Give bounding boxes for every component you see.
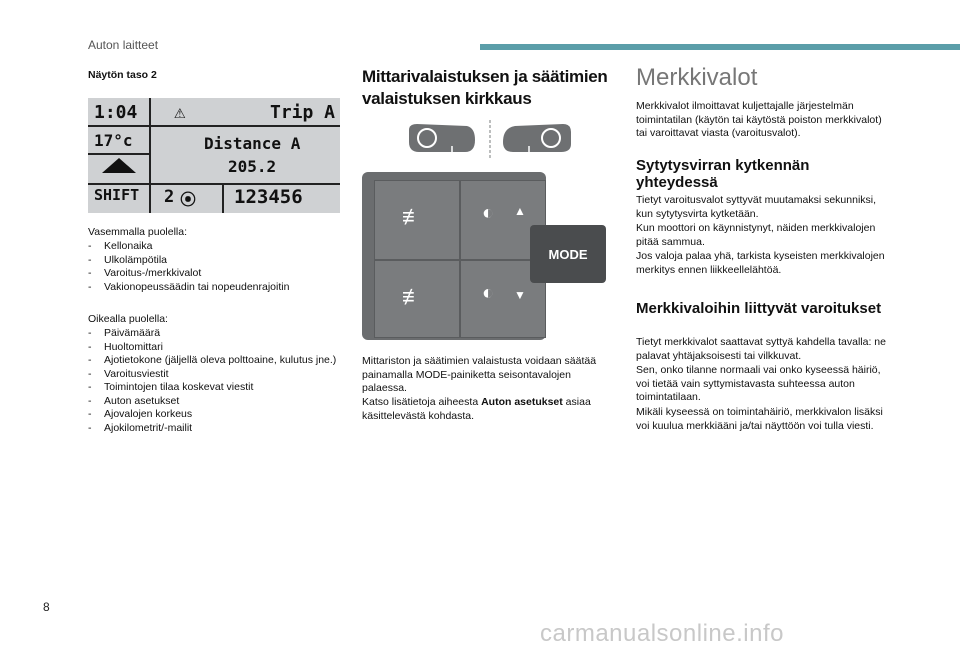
- list-item: - Ajovalojen korkeus: [88, 408, 338, 422]
- warning-triangle-icon: ⚠: [174, 101, 186, 123]
- ignition-section-text-1: Tietyt varoitusvalot syttyvät muutamaksi sekunniksi, kun sytytysvirta kytketään.: [636, 194, 877, 220]
- warning-lights-title: Merkkivalot: [636, 64, 758, 91]
- warnings-section-text-1: Tietyt merkkivalot saattavat syttyä kahdella tavalla: ne palavat yhtäjaksoisesti tai vilkkuvat.: [636, 336, 886, 362]
- display-divider-top: [88, 125, 340, 127]
- list-item: - Huoltomittari: [88, 341, 338, 355]
- list-item: - Ajokilometrit/-mailit: [88, 422, 338, 436]
- display-divider-vertical: [149, 98, 151, 213]
- watermark: carmanualsonline.info: [540, 620, 784, 647]
- header-accent-bar: [480, 44, 960, 50]
- headlight-up-icon: ◐: [482, 202, 495, 224]
- list-item: - Kellonaika: [88, 240, 338, 254]
- page-number: 8: [43, 600, 50, 614]
- mode-button[interactable]: MODE: [530, 225, 606, 283]
- warning-lights-intro: Merkkivalot ilmoittavat kuljettajalle järjestelmän toimintatilan (käytön tai käytöstä poiston merkkivalot) tai varoittavat viasta (varoitusvalot).: [636, 100, 882, 139]
- warnings-section-text-3: Mikäli kyseessä on toimintahäiriö, merkkivalon lisäksi voi kuulua merkkiääni ja/tai näyttöön voi tulla viesti.: [636, 406, 883, 432]
- warnings-section-title: Merkkivaloihin liittyvät varoitukset: [636, 300, 882, 317]
- display-distance-value: 205.2: [228, 157, 277, 176]
- ignition-section-text-3: Jos valoja palaa yhä, tarkista kyseisten merkkivalojen merkitys ennen liikkeellelähtöä.: [636, 250, 885, 276]
- list-item: - Ulkolämpötila: [88, 254, 338, 268]
- display-shift: SHIFT: [94, 186, 140, 204]
- display-divider-bottom-split: [222, 183, 224, 213]
- front-fog-icon: ≢: [402, 284, 424, 309]
- warnings-section-text-2: Sen, onko tilanne normaali vai onko kyseessä häiriö, voi tietää vain syttymistavasta suhteessa auton toimintatilaan.: [636, 364, 881, 403]
- brightness-paragraph-1: Mittariston ja säätimien valaistusta voidaan säätää painamalla MODE-painiketta seisontavalojen palaessa.: [362, 355, 597, 394]
- right-side-title: Oikealla puolella:: [88, 313, 168, 325]
- display-trip: Trip A: [270, 102, 336, 123]
- list-item: - Toimintojen tilaa koskevat viestit: [88, 381, 338, 395]
- list-item: - Ajotietokone (jäljellä oleva polttoaine, kulutus jne.): [88, 354, 338, 368]
- left-side-list: [88, 240, 338, 294]
- header-title: Auton laitteet: [88, 38, 159, 52]
- arrow-down-icon: ▼: [514, 288, 526, 302]
- left-side-title: Vasemmalla puolella:: [88, 226, 188, 238]
- right-side-list: [88, 327, 338, 435]
- rear-fog-icon: ≢: [402, 204, 424, 229]
- display-divider-bottom: [88, 183, 340, 185]
- light-control-panel: [362, 172, 546, 340]
- dimmer-illustration: [405, 118, 575, 162]
- list-item: - Varoitus-/merkkivalot: [88, 267, 338, 281]
- display-distance-label: Distance A: [204, 134, 301, 153]
- list-item: - Vakionopeussäädin tai nopeudenrajoitin: [88, 281, 338, 295]
- display-divider-left-mid: [88, 153, 149, 155]
- ignition-section-text-2: Kun moottori on käynnistynyt, näiden merkkivalojen pitää sammua.: [636, 222, 876, 248]
- brightness-paragraph-2: Katso lisätietoja aiheesta Auton asetukset asiaa käsittelevästä kohdasta.: [362, 396, 591, 422]
- display-odometer: 123456: [234, 186, 303, 208]
- display-clock: 1:04: [94, 102, 138, 123]
- instrument-display: [88, 98, 340, 213]
- list-item: - Varoitusviestit: [88, 368, 338, 382]
- display-level-subtitle: Näytön taso 2: [88, 69, 157, 81]
- list-item: - Päivämäärä: [88, 327, 338, 341]
- ignition-section-title: Sytytysvirran kytkennän yhteydessä: [636, 157, 810, 191]
- display-temperature: 17°c: [94, 131, 133, 150]
- shift-arrow-icon: [102, 158, 136, 173]
- brightness-section-title: Mittarivalaistuksen ja säätimien valaistuksen kirkkaus: [362, 67, 608, 108]
- arrow-up-icon: ▲: [514, 204, 526, 218]
- display-gear: 2: [164, 187, 175, 207]
- headlight-down-icon: ◐: [482, 282, 495, 304]
- list-item: - Auton asetukset: [88, 395, 338, 409]
- headlight-icon: ⦿: [180, 190, 197, 209]
